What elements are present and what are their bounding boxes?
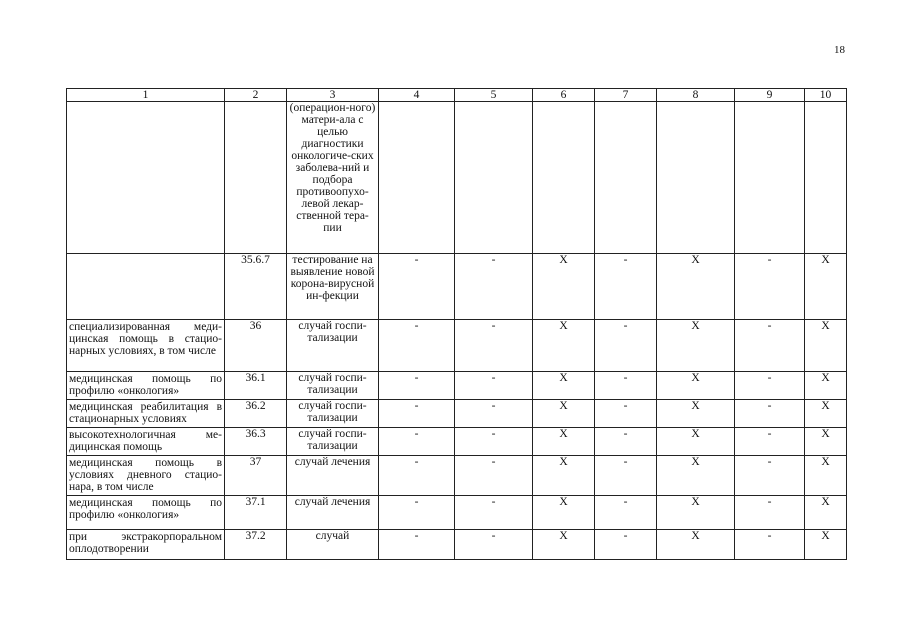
indicator-name-cell [67, 254, 225, 320]
value-cell: - [455, 456, 533, 496]
unit-cell: случай госпи-тализации [287, 428, 379, 456]
value-cell: X [657, 456, 735, 496]
unit-cell: случай госпи-тализации [287, 372, 379, 400]
value-cell: X [657, 496, 735, 530]
unit-cell: (операцион-ного) матери-ала с целью диагностики онкологиче-ских заболева-ний и подбора противоопухо-левой лекар-ственной тера-пии [287, 102, 379, 254]
header-cell: 8 [657, 89, 735, 102]
value-cell: - [595, 456, 657, 496]
unit-cell: случай лечения [287, 496, 379, 530]
value-cell: - [455, 428, 533, 456]
value-cell: - [379, 254, 455, 320]
row-number-cell: 36.3 [225, 428, 287, 456]
value-cell: - [595, 372, 657, 400]
header-cell: 5 [455, 89, 533, 102]
value-cell [657, 102, 735, 254]
value-cell: - [379, 320, 455, 372]
table-row [67, 320, 847, 372]
page-number: 18 [834, 44, 845, 56]
value-cell: X [533, 456, 595, 496]
value-cell: - [735, 254, 805, 320]
value-cell: X [657, 372, 735, 400]
value-cell: X [805, 254, 847, 320]
header-cell: 1 [67, 89, 225, 102]
value-cell: - [595, 400, 657, 428]
header-cell: 2 [225, 89, 287, 102]
header-cell: 10 [805, 89, 847, 102]
value-cell: X [805, 428, 847, 456]
row-number-cell: 37.2 [225, 530, 287, 560]
value-cell: - [595, 320, 657, 372]
value-cell: - [735, 372, 805, 400]
unit-cell: случай госпи-тализации [287, 320, 379, 372]
indicator-name-cell: медицинская помощь в условиях дневного стацио-нара, в том числе [67, 456, 225, 496]
value-cell: - [455, 530, 533, 560]
indicator-name-cell: медицинская помощь по профилю «онкология» [67, 496, 225, 530]
row-number-cell [225, 102, 287, 254]
indicator-name-cell [67, 102, 225, 254]
value-cell [533, 102, 595, 254]
value-cell: - [735, 456, 805, 496]
unit-cell: случай лечения [287, 456, 379, 496]
table-row [67, 456, 847, 496]
table-row [67, 372, 847, 400]
indicator-name-cell: при экстракорпоральном оплодотворении [67, 530, 225, 560]
row-number-cell: 37.1 [225, 496, 287, 530]
row-number-cell: 36.1 [225, 372, 287, 400]
value-cell: X [533, 254, 595, 320]
value-cell: - [455, 320, 533, 372]
value-cell: - [735, 320, 805, 372]
value-cell [735, 102, 805, 254]
value-cell: - [735, 530, 805, 560]
value-cell: X [657, 400, 735, 428]
value-cell: X [805, 320, 847, 372]
value-cell: X [533, 530, 595, 560]
row-number-cell: 36 [225, 320, 287, 372]
row-number-cell: 35.6.7 [225, 254, 287, 320]
value-cell: - [595, 530, 657, 560]
table-row [67, 428, 847, 456]
value-cell: - [735, 400, 805, 428]
header-cell: 3 [287, 89, 379, 102]
value-cell [379, 102, 455, 254]
header-cell: 4 [379, 89, 455, 102]
value-cell: - [595, 254, 657, 320]
value-cell: - [379, 400, 455, 428]
value-cell: X [805, 372, 847, 400]
value-cell: X [533, 400, 595, 428]
value-cell: - [735, 496, 805, 530]
value-cell: - [455, 496, 533, 530]
value-cell: - [379, 428, 455, 456]
value-cell: X [805, 400, 847, 428]
value-cell: X [533, 496, 595, 530]
value-cell [805, 102, 847, 254]
table-row [67, 496, 847, 530]
value-cell: X [533, 372, 595, 400]
value-cell: X [657, 254, 735, 320]
value-cell: X [805, 530, 847, 560]
header-cell: 9 [735, 89, 805, 102]
indicator-name-cell: высокотехнологичная ме-дицинская помощь [67, 428, 225, 456]
table-row [67, 102, 847, 254]
value-cell: - [379, 456, 455, 496]
unit-cell: случай госпи-тализации [287, 400, 379, 428]
table-row [67, 400, 847, 428]
header-cell: 6 [533, 89, 595, 102]
unit-cell: тестирование на выявление новой корона-вирусной ин-фекции [287, 254, 379, 320]
value-cell: - [735, 428, 805, 456]
value-cell: - [379, 372, 455, 400]
unit-cell: случай [287, 530, 379, 560]
indicator-name-cell: специализированная меди-цинская помощь в стацио-нарных условиях, в том числе [67, 320, 225, 372]
indicator-name-cell: медицинская реабилитация в стационарных условиях [67, 400, 225, 428]
value-cell: - [455, 254, 533, 320]
value-cell: X [657, 530, 735, 560]
indicator-name-cell: медицинская помощь по профилю «онкология» [67, 372, 225, 400]
row-number-cell: 37 [225, 456, 287, 496]
value-cell: - [595, 496, 657, 530]
value-cell: - [379, 496, 455, 530]
value-cell: - [455, 400, 533, 428]
table-row [67, 530, 847, 560]
value-cell: X [657, 428, 735, 456]
header-cell: 7 [595, 89, 657, 102]
value-cell: - [595, 428, 657, 456]
value-cell: X [805, 456, 847, 496]
value-cell [455, 102, 533, 254]
value-cell: - [455, 372, 533, 400]
header-row [67, 89, 847, 102]
value-cell: X [533, 428, 595, 456]
table-row [67, 254, 847, 320]
value-cell: X [805, 496, 847, 530]
data-table [66, 88, 847, 560]
row-number-cell: 36.2 [225, 400, 287, 428]
value-cell: - [379, 530, 455, 560]
value-cell: X [533, 320, 595, 372]
value-cell [595, 102, 657, 254]
value-cell: X [657, 320, 735, 372]
